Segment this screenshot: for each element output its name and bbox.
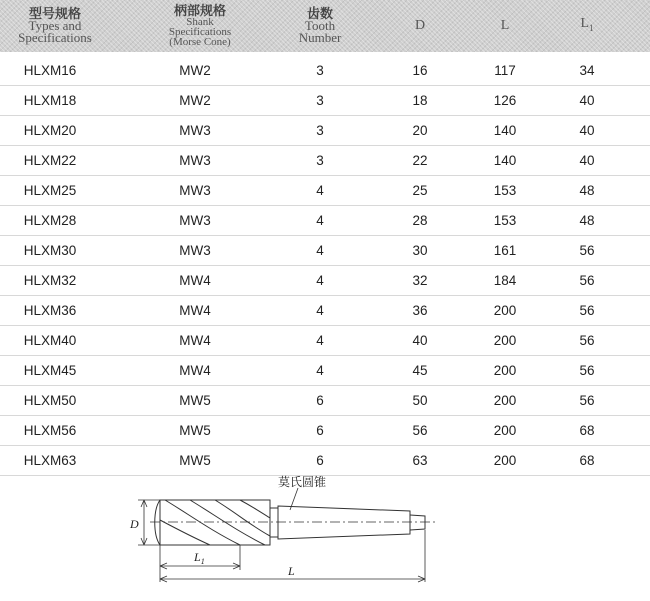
cell-d: 30: [412, 243, 428, 258]
table-row: [0, 146, 650, 176]
cell-model: HLXM32: [23, 273, 77, 288]
neck: [270, 508, 278, 537]
dim-l1-label: [193, 550, 205, 566]
cell-shank: MW3: [179, 243, 211, 258]
cell-model: HLXM56: [23, 423, 77, 438]
cell-d: 20: [412, 123, 428, 138]
cell-l: 153: [493, 213, 517, 228]
header-tooth-cn: 齿数: [306, 6, 333, 21]
flute-5: [240, 500, 270, 518]
cell-tooth: 4: [316, 333, 324, 348]
table-row: [0, 296, 650, 326]
cell-shank: MW3: [179, 183, 211, 198]
header-l1-sub: 1: [589, 22, 594, 33]
cell-shank: MW3: [179, 213, 211, 228]
end-mill-diagram: [120, 470, 450, 595]
header-shank: [145, 0, 255, 52]
cell-l1: 40: [579, 93, 595, 108]
cell-shank: MW3: [179, 123, 211, 138]
table-row: [0, 386, 650, 416]
cell-tooth: 4: [316, 213, 324, 228]
dim-d-label: D: [130, 517, 139, 531]
cell-l: 140: [493, 153, 517, 168]
cell-tooth: 6: [316, 393, 324, 408]
cell-l1: 40: [579, 153, 595, 168]
cell-shank: MW4: [179, 273, 211, 288]
cell-model: HLXM36: [23, 303, 77, 318]
table-row: [0, 326, 650, 356]
flute-1: [165, 500, 240, 545]
header-tooth: [280, 0, 360, 52]
header-tooth-en1: Tooth: [304, 18, 336, 33]
morse-shank: [278, 506, 410, 539]
dim-l1-main: L: [194, 550, 201, 564]
cell-model: HLXM30: [23, 243, 77, 258]
header-shank-en2: Specifications: [168, 26, 232, 38]
cell-tooth: 6: [316, 423, 324, 438]
cell-shank: MW5: [179, 393, 211, 408]
cell-d: 36: [412, 303, 428, 318]
header-l1: [552, 0, 622, 52]
header-l1-label: [580, 18, 593, 34]
cell-d: 25: [412, 183, 428, 198]
cell-shank: MW4: [179, 333, 211, 348]
cell-model: HLXM50: [23, 393, 77, 408]
cell-model: HLXM63: [23, 453, 77, 468]
cell-l1: 48: [579, 183, 595, 198]
cell-l: 153: [493, 183, 517, 198]
cell-l: 200: [493, 453, 517, 468]
cell-tooth: 3: [316, 93, 324, 108]
cell-l1: 48: [579, 213, 595, 228]
header-l: [470, 0, 540, 52]
cell-tooth: 3: [316, 63, 324, 78]
table-row: [0, 266, 650, 296]
cell-l1: 56: [579, 273, 595, 288]
table-row: [0, 206, 650, 236]
cell-d: 45: [412, 363, 428, 378]
header-tooth-en2: Number: [298, 30, 342, 45]
header-types-en2: Specifications: [18, 30, 92, 45]
cell-l: 200: [493, 333, 517, 348]
cell-tooth: 6: [316, 453, 324, 468]
cell-model: HLXM22: [23, 153, 77, 168]
cell-model: HLXM16: [23, 63, 77, 78]
cell-l1: 56: [579, 363, 595, 378]
cell-l: 200: [493, 393, 517, 408]
cell-l1: 40: [579, 123, 595, 138]
tang: [410, 515, 425, 530]
table-row: [0, 176, 650, 206]
table-row: [0, 56, 650, 86]
header-l1-main: L: [580, 16, 590, 32]
cell-model: HLXM25: [23, 183, 77, 198]
table-row: [0, 416, 650, 446]
cell-shank: MW4: [179, 303, 211, 318]
header-types-cn: 型号规格: [28, 6, 81, 21]
cell-tooth: 4: [316, 243, 324, 258]
header-types-en1: Types and: [28, 18, 82, 33]
cell-tooth: 4: [316, 303, 324, 318]
cell-tooth: 4: [316, 273, 324, 288]
cell-l1: 34: [579, 63, 595, 78]
cell-shank: MW5: [179, 423, 211, 438]
cell-l: 200: [493, 423, 517, 438]
cell-d: 40: [412, 333, 428, 348]
cell-shank: MW3: [179, 153, 211, 168]
cell-tooth: 3: [316, 153, 324, 168]
cell-tooth: 3: [316, 123, 324, 138]
cell-l1: 56: [579, 393, 595, 408]
cell-model: HLXM40: [23, 333, 77, 348]
cell-model: HLXM18: [23, 93, 77, 108]
table-row: [0, 236, 650, 266]
dim-l1-sub: 1: [200, 557, 205, 566]
callout-label: 莫氏圆锥: [278, 475, 327, 489]
table-row: [0, 86, 650, 116]
header-d-label: D: [414, 18, 426, 33]
cell-l: 200: [493, 303, 517, 318]
cell-tooth: 4: [316, 363, 324, 378]
cell-l1: 56: [579, 303, 595, 318]
table-row: [0, 356, 650, 386]
header-shank-cn: 柄部规格: [173, 3, 226, 18]
table-body: [0, 56, 650, 476]
cell-l1: 56: [579, 333, 595, 348]
cell-shank: MW4: [179, 363, 211, 378]
cell-d: 63: [412, 453, 428, 468]
cell-l1: 68: [579, 453, 595, 468]
cell-d: 18: [412, 93, 428, 108]
cell-model: HLXM28: [23, 213, 77, 228]
cell-model: HLXM20: [23, 123, 77, 138]
header-shank-en1: Shank: [186, 16, 214, 28]
cell-tooth: 4: [316, 183, 324, 198]
cell-shank: MW2: [179, 63, 211, 78]
dim-l-label: L: [288, 564, 295, 578]
header-d: [385, 0, 455, 52]
cell-l1: 68: [579, 423, 595, 438]
cell-d: 22: [412, 153, 428, 168]
cutter-tip: [155, 500, 160, 545]
cell-l: 140: [493, 123, 517, 138]
cell-d: 32: [412, 273, 428, 288]
end-mill-drawing: [120, 470, 450, 595]
cell-d: 16: [412, 63, 428, 78]
cell-l: 126: [493, 93, 517, 108]
header-shank-en3: (Morse Cone): [169, 36, 231, 48]
cell-model: HLXM45: [23, 363, 77, 378]
cell-d: 56: [412, 423, 428, 438]
cell-l: 161: [493, 243, 517, 258]
cell-d: 28: [412, 213, 428, 228]
table-header: [0, 0, 650, 52]
cell-l: 117: [494, 63, 516, 78]
cell-shank: MW5: [179, 453, 211, 468]
cell-l: 184: [493, 273, 517, 288]
header-types: [0, 0, 110, 52]
flute-3: [215, 500, 270, 536]
cell-d: 50: [412, 393, 428, 408]
cell-l: 200: [493, 363, 517, 378]
table-row: [0, 116, 650, 146]
cell-l1: 56: [579, 243, 595, 258]
cell-shank: MW2: [179, 93, 211, 108]
header-l-label: L: [500, 18, 510, 33]
